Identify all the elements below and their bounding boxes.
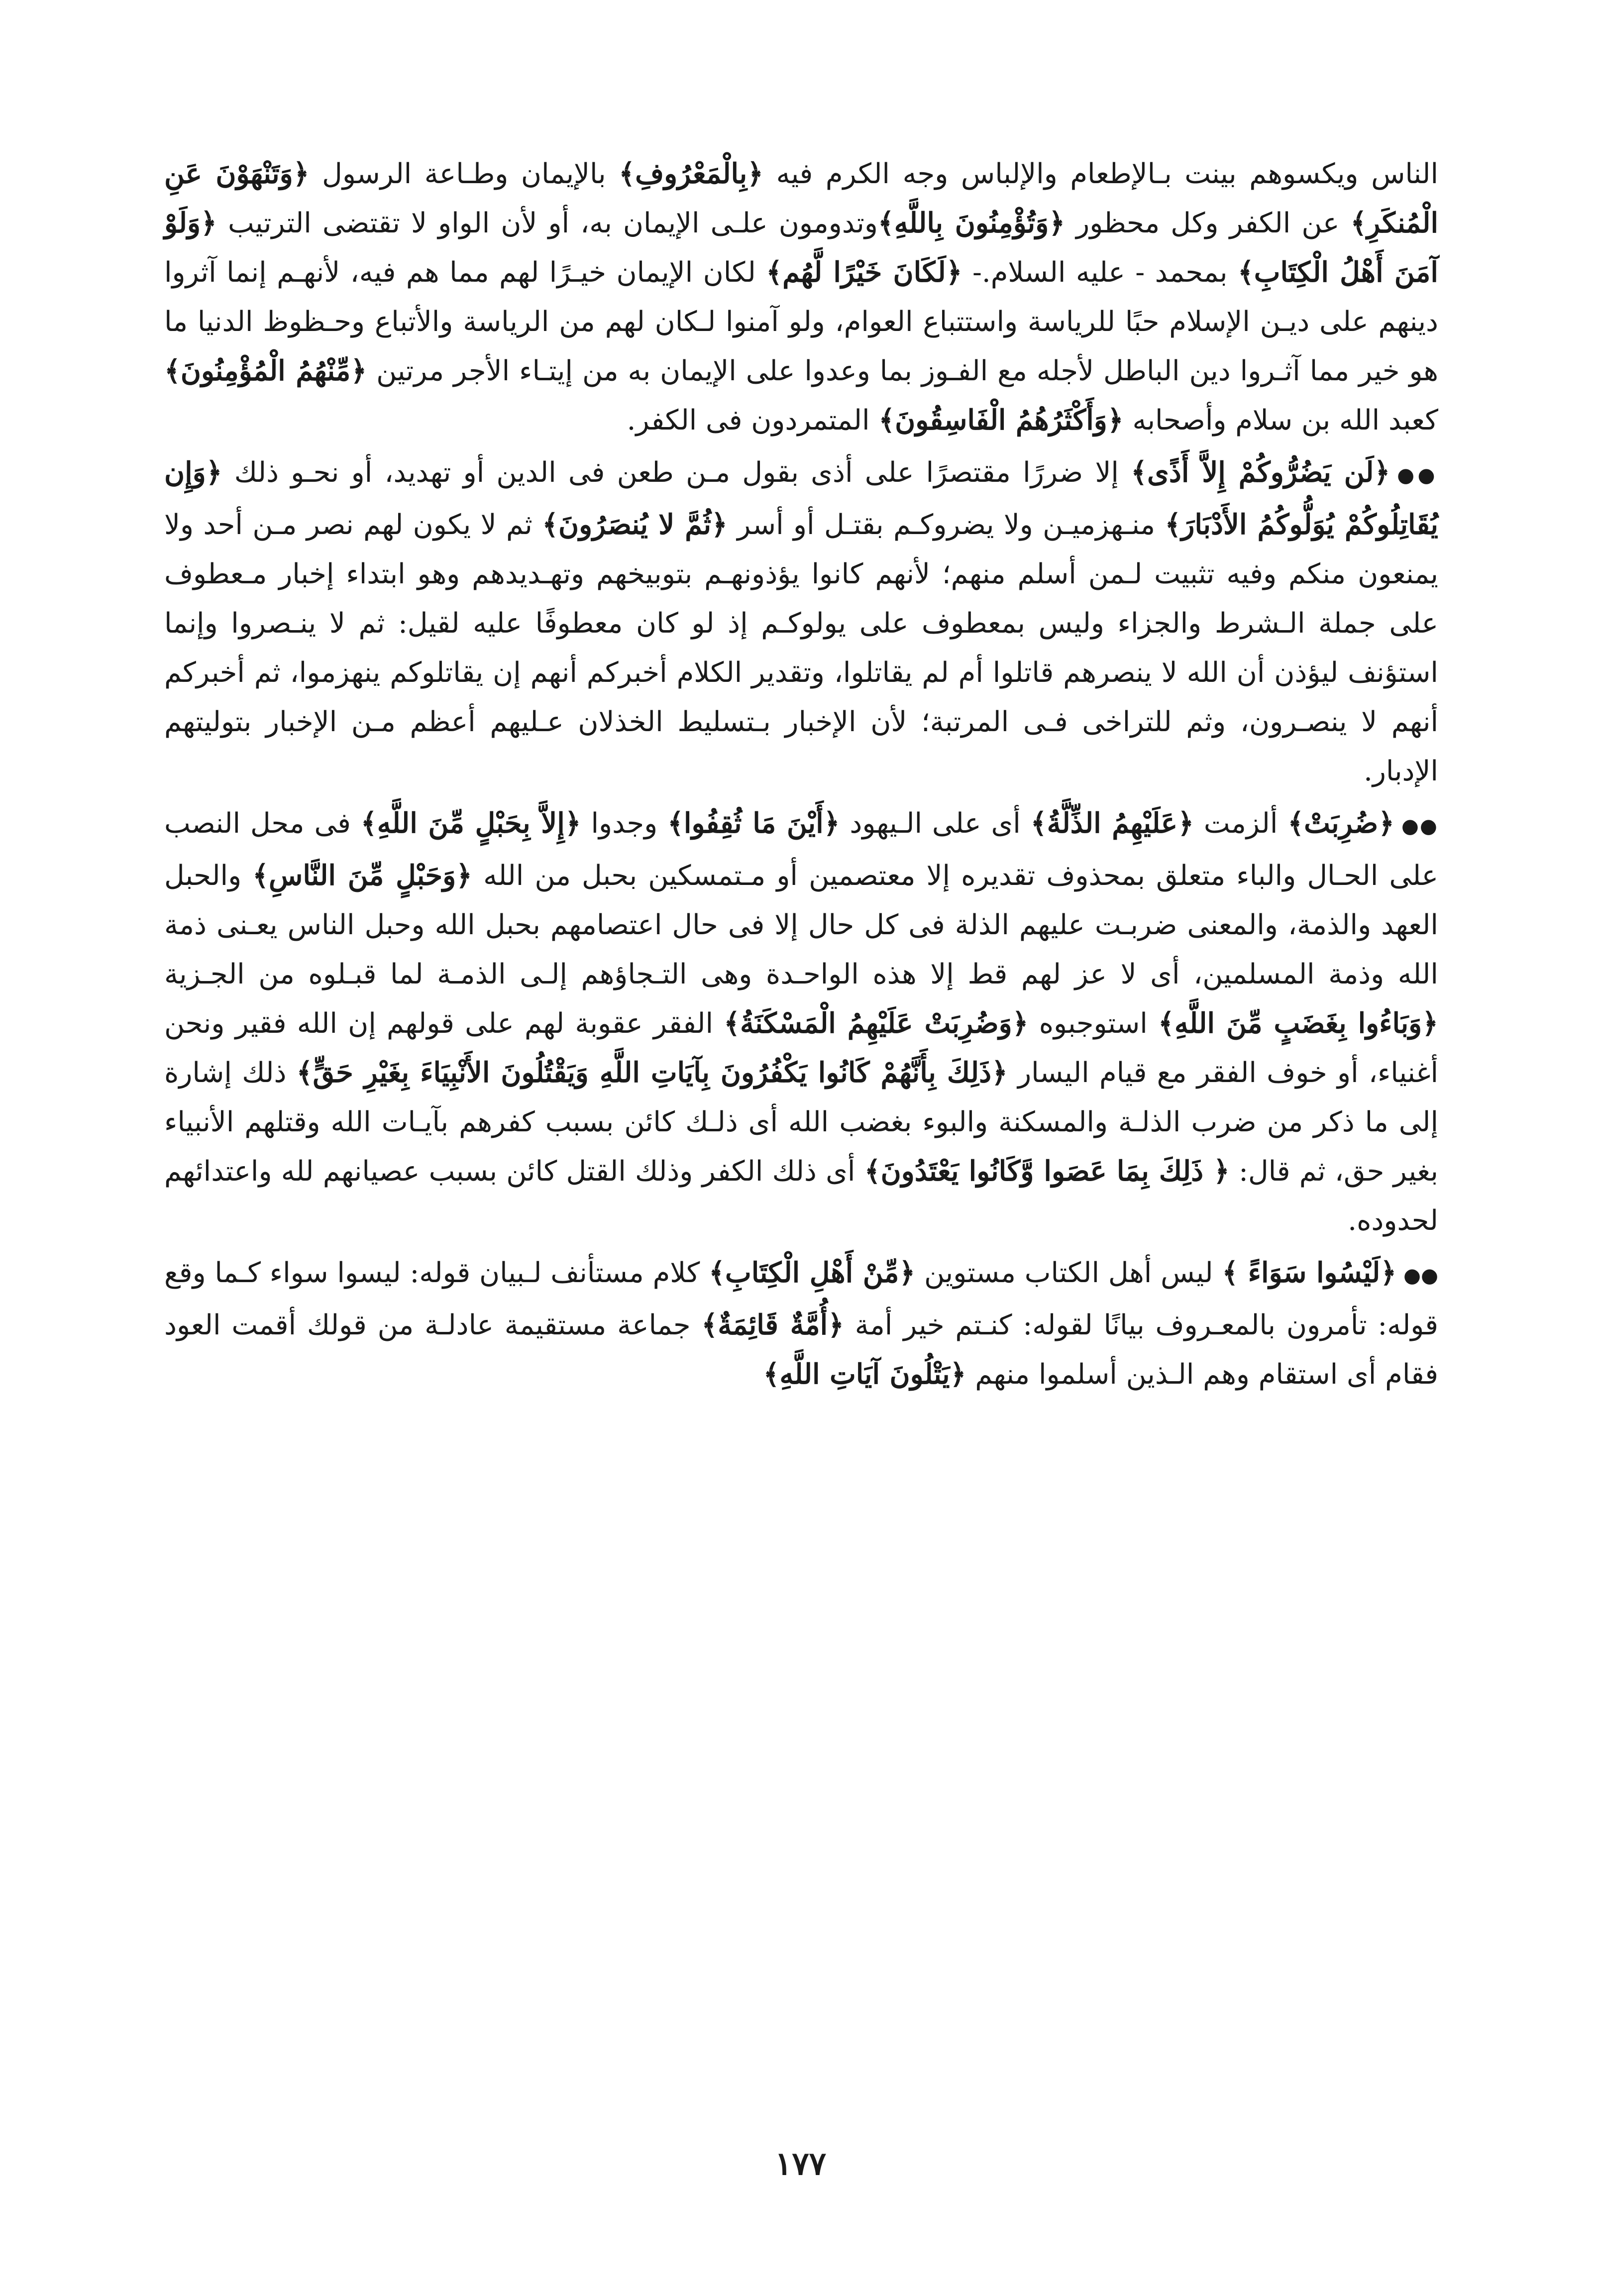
paragraph [164,799,1438,1245]
commentary-text: كعبد الله بن سلام وأصحابه [1123,404,1438,437]
commentary-text: عن الكفر وكل محظور [1065,207,1351,239]
quran-quote: ﴿مِّنْ أَهْلِ الْكِتَابِ﴾ [709,1256,916,1289]
commentary-text: جماعة مستقيمة عادلـة من قولك أقمت العود فقام أى استقام وهم الـذين أسلموا منهم [164,1309,1438,1391]
quran-quote: ﴿عَلَيْهِمُ الذِّلَّةُ﴾ [1030,807,1194,840]
commentary-text: كلام مستأنف لـبيان قوله: ليسوا سواء كـما وقع قوله: تأمرون بالمعـروف بيانًا لقوله: كنـتم خير أمة [164,1257,1439,1341]
quran-quote: ﴿وَتَنْهَوْنَ عَنِ الْمُنكَرِ﴾ [164,157,1438,239]
section-bullet-icon: ●● [1397,464,1438,487]
commentary-text: ألزمت [1194,807,1288,840]
commentary-text: بمحمد - عليه السلام.- [962,256,1238,289]
commentary-text: فى محل النصب على الحـال والباء متعلق بمحذوف تقديره إلا معتصمين أو مـتمسكين بحبل من الله [164,807,1439,892]
commentary-text: وجدوا [581,807,668,840]
commentary-text: إلا ضررًا مقتصرًا على أذى بقول مـن طعن فى الدين أو تهديد، أو نحـو ذلك [222,456,1131,489]
commentary-text: ذلك إشارة إلى ما ذكر من ضرب الذلـة والمسكنة والبوء بغضب الله أى ذلـك كائن بسبب كفرهم بآيـات الله وقتلهم الأنبياء بغير حق، ثم قال: [164,1057,1439,1188]
paragraph [164,149,1438,445]
quran-quote: ﴿وَبَاءُوا بِغَضَبٍ مِّنَ اللَّهِ﴾ [1158,1007,1439,1040]
commentary-text: أى ذلك الكفر وذلك القتل كائن بسبب عصيانهم لله واعتدائهم لحدوده. [164,1155,1438,1237]
quran-quote: ﴿بِالْمَعْرُوفِ﴾ [619,157,763,190]
quran-quote: ﴿أَيْنَ مَا ثُقِفُوا﴾ [667,807,840,840]
commentary-text: ثم لا يكون لهم نصر مـن أحد ولا يمنعون منكم وفيه تثبيت لـمن أسلم منهم؛ لأنهم كانوا يؤذونهـم بتوبيخهم وتهـديدهم وهو ابتداء إخبار مـعطوف على جملة الـشرط والجزاء وليس بمعطوف على يولوكـم إذ لو كان معطوفًا عليه لقيل: ثم لا ينـصروا وإنما استؤنف ليؤذن أن الله لا ينصرهم قاتلوا أم لم يقاتلوا، وتقدير الكلام أخبركم أنهم إن يقاتلوكم ينهزموا، ثم أخبركم أنهم لا ينصـرون، وثم للتراخى فـى المرتبة؛ لأن الإخبار بـتسليط الخذلان عـليهم أعظم مـن الإخبار بتوليتهم الإدبار. [164,509,1438,787]
quran-quote: ﴿وَضُرِبَتْ عَلَيْهِمُ الْمَسْكَنَةُ﴾ [724,1007,1029,1040]
quran-quote: ﴿وَأَكْثَرُهُمُ الْفَاسِقُونَ﴾ [878,404,1124,437]
paragraph [164,448,1438,796]
main-text-column [164,149,1438,1399]
quran-quote: ﴿لَيْسُوا سَوَاءً ﴾ [1222,1256,1397,1289]
quran-quote: ﴿مِّنْهُمُ الْمُؤْمِنُونَ﴾ [164,354,367,387]
quran-quote: ﴿وَإِن يُقَاتِلُوكُمْ يُوَلُّوكُمُ الأَدْبَارَ﴾ [164,456,1439,541]
quran-quote: ﴿ثُمَّ لا يُنصَرُونَ﴾ [542,508,728,541]
paragraph [164,1248,1438,1399]
commentary-text: وتدومون علـى الإيمان به، أو لأن الواو لا تقتضى الترتيب [216,207,878,239]
quran-quote: ﴿ضُرِبَتْ﴾ [1287,807,1394,840]
quran-quote: ﴿وَلَوْ آمَنَ أَهْلُ الْكِتَابِ﴾ [164,207,1438,289]
commentary-text: منـهزميـن ولا يضروكـم بقتـل أو أسر [727,509,1165,541]
section-bullet-icon: ●● [1401,815,1439,838]
quran-quote: ﴿إِلاَّ بِحَبْلٍ مِّنَ اللَّهِ﴾ [360,807,581,840]
quran-quote: ﴿لَكَانَ خَيْرًا لَّهُم﴾ [766,256,962,289]
section-bullet-icon: ●● [1403,1264,1439,1287]
commentary-text: لكان الإيمان خيـرًا لهم مما هم فيه، لأنهـم إنما آثروا دينهم على ديـن الإسلام حبًا للرياسة واستتباع العوام، ولو آمنوا لـكان لهم من الرياسة والأتباع وحـظوظ الدنيا ما هو خير مما آثـروا دين الباطل لأجله مع الفـوز بما وعدوا على الإيمان به من إيتـاء الأجر مرتين [164,256,1438,387]
commentary-text: الفقر عقوبة لهم على قولهم إن الله فقير ونحن أغنياء، أو خوف الفقر مع قيام اليسار [164,1007,1438,1089]
page-number: ١٧٧ [774,2145,827,2183]
quran-quote: ﴿وَحَبْلٍ مِّنَ النَّاسِ﴾ [252,859,472,892]
commentary-text: استوجبوه [1028,1007,1159,1040]
quran-quote: ﴿يَتْلُونَ آيَاتِ اللَّهِ﴾ [763,1358,966,1391]
commentary-text: المتمردون فى الكفر. [627,404,879,437]
quran-quote: ﴿ذَلِكَ بِأَنَّهُمْ كَانُوا يَكْفُرُونَ بِآيَاتِ اللَّهِ وَيَقْتُلُونَ الأَنْبِيَاءَ بِغَيْرِ حَقٍّ﴾ [296,1056,1008,1089]
commentary-text: والحبل العهد والذمة، والمعنى ضربـت عليهم الذلة فى كل حال إلا فى حال اعتصامهم بحبل الله وحبل الناس يعـنى ذمة الله وذمة المسلمين، أى لا عز لهم قط إلا هذه الواحـدة وهى التـجاؤهم إلـى الذمـة لما قبـلوه من الجـزية [164,860,1438,990]
quran-quote: ﴿وَتُؤْمِنُونَ بِاللَّهِ﴾ [877,207,1066,239]
commentary-text: الناس ويكسوهم بينت بـالإطعام والإلباس وجه الكرم فيه [763,158,1439,190]
quran-quote: ﴿لَن يَضُرُّوكُمْ إِلاَّ أَذًى﴾ [1131,456,1390,489]
commentary-text: بالإيمان وطـاعة الرسول [309,158,619,190]
quran-quote: ﴿أُمَّةٌ قَائِمَةٌ﴾ [701,1309,844,1341]
commentary-text: ليس أهل الكتاب مستوين [915,1257,1222,1289]
commentary-text: أى على الـيهود [840,807,1031,840]
quran-quote: ﴿ ذَلِكَ بِمَا عَصَوا وَّكَانُوا يَعْتَدُونَ﴾ [864,1155,1230,1188]
